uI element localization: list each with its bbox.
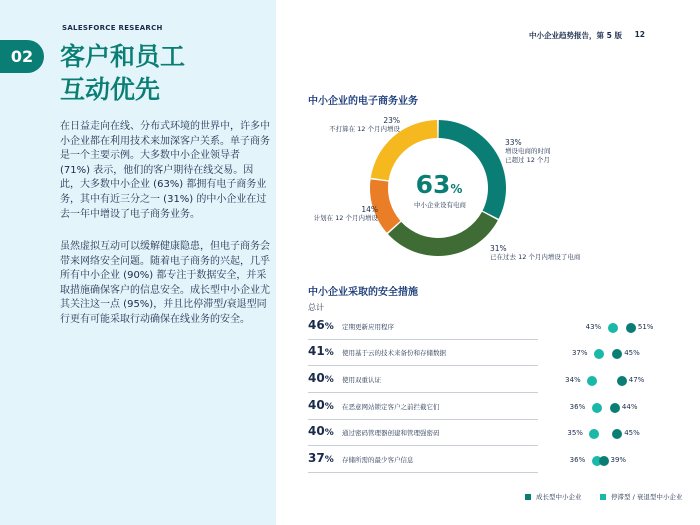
legend-text-growing: 成长型中小企业: [536, 493, 582, 501]
slice-pct: 14%: [361, 205, 378, 214]
growing-value-label: 45%: [624, 349, 640, 357]
headline-line-2: 互动优先: [60, 75, 161, 104]
growing-value-label: 47%: [628, 376, 645, 384]
donut-center-value: [409, 170, 469, 199]
growing-dot: [599, 456, 609, 466]
body-paragraph-2: 虽然虚拟互动可以缓解健康隐患，但电子商务会带来网络安全问题。随着电子商务的兴起，几乎所有中小企业 (90%) 都专注于数据安全，并采取措施确保客户的信息安全。成长型中小企业尤其关注这一点 (95%)，并且比停滞型/衰退型同行更有可能采取行动确保在线业务的安全。: [60, 241, 270, 325]
row-leader-line: [308, 472, 538, 473]
stalled-value-label: 34%: [565, 376, 581, 384]
security-row: [308, 316, 654, 340]
growing-value-label: 39%: [610, 456, 627, 464]
growing-dot: [617, 376, 627, 386]
growing-value-label: 45%: [624, 429, 640, 437]
body-paragraph-1: 在日益走向在线、分布式环境的世界中，许多中小企业都在利用技术来加深客户关系。单子商务是一个主要示例。大多数中小企业领导者 (71%) 表示，他们的客户期待在线交易。因此，大多数中小企业 (63%) 都拥有电子商务业务，其中有近三分之一 (31%) 的中小企业在过去一年中增设了电子商务业务。: [60, 121, 270, 220]
slice-label-established: [505, 138, 551, 165]
center-number: 63: [415, 170, 451, 199]
row-total-pct: %: [324, 455, 334, 465]
stalled-value-label: 37%: [571, 349, 588, 357]
slice-recent: [388, 212, 498, 256]
row-total-value: 41: [308, 344, 325, 358]
page-number: 12: [634, 30, 645, 39]
stalled-dot: [592, 403, 602, 413]
row-label: 通过密码管理器创建和管理强密码: [342, 429, 440, 437]
growing-dot: [626, 323, 636, 333]
legend-swatch-stalled: [600, 494, 606, 500]
slice-label-planned: [308, 205, 378, 223]
legend-growing: [525, 492, 582, 501]
security-row: [308, 342, 638, 366]
row-total-value: 46: [308, 318, 325, 332]
headline-line-1: 客户和员工: [60, 42, 186, 71]
slice-text: 计划在 12 个月内增设: [313, 214, 378, 222]
stalled-value-label: 43%: [585, 323, 602, 331]
row-total-pct: %: [324, 402, 334, 412]
row-total: [308, 318, 334, 332]
growing-dot: [612, 429, 622, 439]
security-row: [308, 396, 638, 420]
stalled-dot: [589, 429, 599, 439]
total-label: 总计: [308, 303, 324, 312]
center-pct-sign: %: [450, 182, 463, 196]
slice-pct: 23%: [383, 116, 400, 125]
security-title: 中小企业采取的安全措施: [308, 287, 418, 298]
row-total: [308, 371, 334, 385]
row-total: [308, 344, 334, 358]
row-total: [308, 398, 334, 412]
legend-stalled: [600, 492, 682, 501]
security-row: [308, 422, 638, 446]
slice-label-not-planned: [316, 116, 400, 134]
slice-pct: 33%: [505, 138, 522, 147]
slice-text: 已在过去 12 个月内增设了电商: [490, 253, 581, 261]
growing-value-label: 51%: [637, 323, 654, 331]
stalled-value-label: 36%: [569, 456, 586, 464]
security-row: [308, 449, 638, 473]
row-leader-line: [308, 445, 538, 446]
stalled-value-label: 35%: [567, 429, 583, 437]
slice-text: 已超过 12 个月: [505, 156, 550, 164]
row-label: 使用双重认证: [342, 376, 381, 384]
slice-text: 增设电商的时间: [505, 147, 551, 155]
slice-pct: 31%: [490, 244, 507, 253]
security-row: [308, 369, 645, 393]
row-total-value: 40: [308, 424, 325, 438]
row-total-pct: %: [324, 348, 334, 358]
report-title: 中小企业趋势报告，第 5 版: [529, 31, 622, 40]
row-leader-line: [308, 339, 538, 340]
legend-text-stalled: 停滞型 / 衰退型中小企业: [611, 493, 683, 501]
row-total-pct: %: [324, 375, 334, 385]
chapter-badge: 02: [0, 40, 44, 73]
stalled-dot: [608, 323, 618, 333]
row-label: 在恶意网站锁定客户之前拦截它们: [342, 403, 440, 411]
legend-swatch-growing: [525, 494, 531, 500]
stalled-value-label: 36%: [569, 403, 586, 411]
donut-center-label: 中小企业设有电商: [414, 201, 466, 209]
growing-dot: [612, 349, 622, 359]
ecommerce-title: 中小企业的电子商务业务: [308, 96, 418, 107]
slice-text: 不打算在 12 个月内增设: [329, 125, 400, 133]
row-total: [308, 424, 334, 438]
stalled-dot: [594, 349, 604, 359]
row-total: [308, 451, 334, 465]
row-label: 使用基于云的技术来备份和存储数据: [342, 349, 446, 357]
row-leader-line: [308, 365, 538, 366]
row-total-value: 37: [308, 451, 325, 465]
slice-label-recent: [490, 244, 580, 262]
row-total-pct: %: [324, 428, 334, 438]
growing-dot: [610, 403, 620, 413]
row-label: 定期更新应用程序: [342, 323, 394, 331]
row-total-value: 40: [308, 398, 325, 412]
row-leader-line: [308, 392, 538, 393]
row-leader-line: [308, 419, 538, 420]
growing-value-label: 44%: [621, 403, 638, 411]
stalled-dot: [587, 376, 597, 386]
row-total-pct: %: [324, 322, 334, 332]
row-label: 存储所需的最少客户信息: [342, 456, 414, 464]
row-total-value: 40: [308, 371, 325, 385]
brand-label: SALESFORCE RESEARCH: [62, 24, 163, 32]
